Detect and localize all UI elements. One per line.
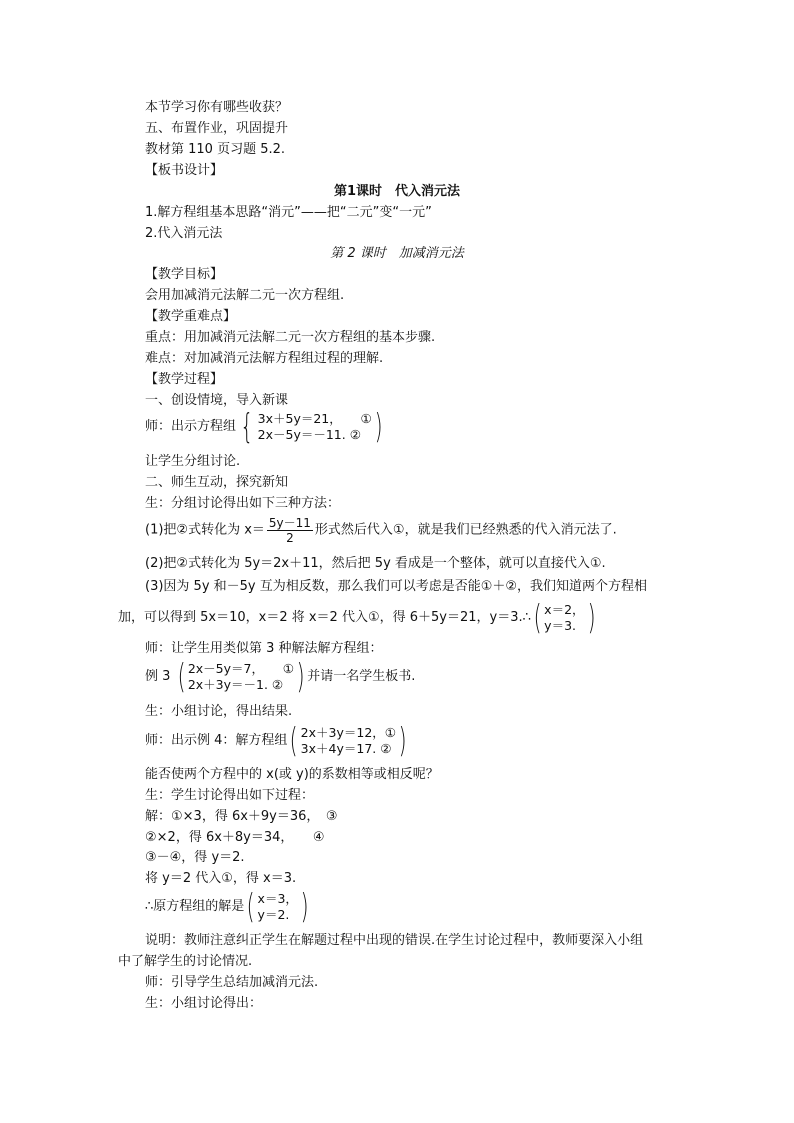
equation-system [236,407,385,447]
equation-line [118,598,598,638]
right-brace: ) [374,407,383,447]
text-line: 说明：教师注意纠正学生在解题过程中出现的错误.在学生讨论过程中，教师要深入小组 [145,933,644,948]
text-span: 师：出示例 4：解方程组 [145,733,288,748]
equation-row: 3x＋5y＝21， ① [257,411,372,426]
section-heading: 一、创设情境，导入新课 [145,393,289,408]
section-heading: 【板书设计】 [145,163,224,178]
text-line: ②×2，得 6x＋8y＝34， ④ [145,830,325,845]
board-title: 第1课时 代入消元法 [333,184,461,199]
equation-row: 2x＋3y＝12，① [300,725,396,740]
left-brace: ( [533,598,542,638]
text-line: 生：学生讨论得出如下过程： [145,788,315,803]
equation-line [145,516,617,545]
equation-line [145,887,311,927]
text-line: 师：让学生用类似第 3 种解法解方程组： [145,641,383,656]
text-line: 能否使两个方程中的 x(或 y)的系数相等或相反呢？ [145,767,439,782]
equation-row: 2x＋3y＝－1. ② [187,677,284,692]
left-brace: ( [177,657,186,697]
text-span: ∴原方程组的解是 [145,899,245,914]
equation-row: x＝3， [257,891,298,906]
section-heading: 二、师生互动，探究新知 [145,475,289,490]
text-line: 师：引导学生总结加减消元法. [145,975,319,990]
equation-line [145,657,416,697]
right-brace: ) [587,598,596,638]
text-line: (3)因为 5y 和－5y 互为相反数，那么我们可以考虑是否能①＋②，我们知道两个方程相 [145,579,648,594]
text-line: 1.解方程组基本思路“消元”——把“二元”变“一元” [145,205,432,220]
text-span: 师：出示方程组 [145,419,237,434]
text-line: 生：分组讨论得出如下三种方法： [145,496,341,511]
equation-row: 2x－5y＝－11. ② [257,427,361,442]
right-brace: ) [398,721,407,761]
equation-row: x＝2， [544,602,585,617]
text-line: 让学生分组讨论. [145,454,241,469]
section-heading: 【教学重难点】 [145,309,237,324]
equation-system [531,598,598,638]
text-line: 生：小组讨论，得出结果. [145,704,293,719]
text-line: 会用加减消元法解二元一次方程组. [145,288,345,303]
fraction-numerator: 5y－11 [268,516,311,530]
equation-line [145,407,385,447]
text-line: 解：①×3，得 6x＋9y＝36， ③ [145,809,338,824]
right-brace: ) [300,887,309,927]
text-line: (2)把②式转化为 5y＝2x＋11，然后把 5y 看成是一个整体，就可以直接代入①. [145,556,606,571]
text-span: 形式然后代入①，就是我们已经熟悉的代入消元法了. [314,522,617,538]
text-span: 并请一名学生板书. [307,669,416,684]
text-line: ③－④，得 y＝2. [145,850,245,865]
text-line: 将 y＝2 代入①，得 x＝3. [145,871,297,886]
text-span: (1)把②式转化为 x＝ [145,522,265,538]
equation-system [244,887,311,927]
text-line: 生：小组讨论得出： [145,996,263,1011]
fraction-denominator: 2 [286,531,294,545]
left-brace: ( [290,721,299,761]
text-span: 例 3 [145,669,171,684]
equation-row: y＝3. [544,618,576,633]
lesson-title: 第 2 课时 加减消元法 [330,246,464,261]
equation-row: y＝2. [257,907,290,922]
text-line: 本节学习你有哪些收获？ [145,100,289,115]
section-heading: 五、布置作业，巩固提升 [145,121,289,136]
text-line: 2.代入消元法 [145,226,223,241]
equation-row: 2x－5y＝7， ① [187,661,294,676]
text-line: 中了解学生的讨论情况. [118,954,253,969]
text-line: 重点：用加减消元法解二元一次方程组的基本步骤. [145,330,436,345]
text-line: 教材第 110 页习题 5.2. [145,142,286,157]
section-heading: 【教学过程】 [145,372,224,387]
equation-row: 3x＋4y＝17. ② [300,741,392,756]
text-span: 加，可以得到 5x＝10，x＝2 将 x＝2 代入①，得 6＋5y＝21，y＝3.∴ [118,610,531,625]
equation-system [287,721,409,761]
right-brace: ) [296,657,305,697]
text-line: 难点：对加减消元法解方程组过程的理解. [145,351,384,366]
equation-system [175,657,308,697]
equation-line [145,721,409,761]
left-brace: ( [246,887,255,927]
left-brace: { [240,407,254,447]
section-heading: 【教学目标】 [145,267,224,282]
fraction [267,516,313,545]
